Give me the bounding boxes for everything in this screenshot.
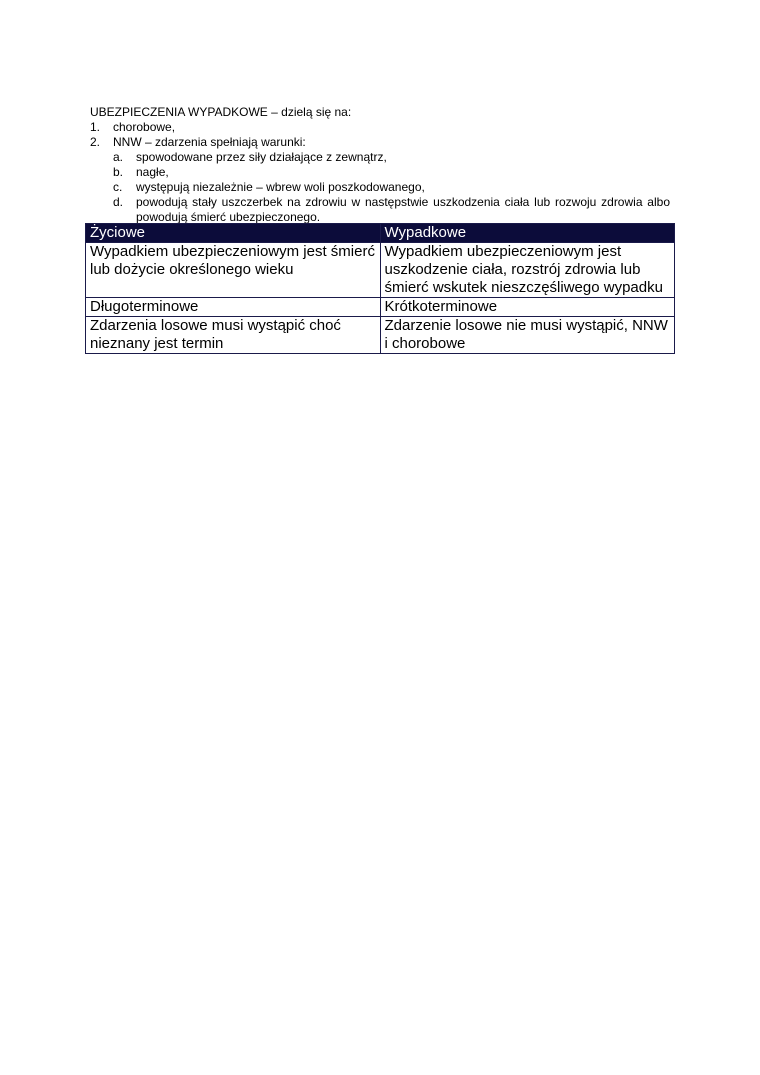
sub-list-item — [113, 165, 670, 180]
table-cell: Długoterminowe — [86, 298, 381, 317]
table-row — [86, 243, 675, 298]
table-row — [86, 298, 675, 317]
sub-list-text: spowodowane przez siły działające z zewnątrz, — [136, 150, 387, 164]
sub-list — [113, 150, 670, 225]
list-number: 1. — [90, 120, 101, 134]
table-cell: Zdarzenia losowe musi wystąpić choć nieznany jest termin — [86, 317, 381, 354]
sub-list-text: występują niezależnie – wbrew woli poszkodowanego, — [136, 180, 425, 194]
sub-list-letter: c. — [113, 180, 123, 194]
header-cell-zyciowe: Życiowe — [86, 224, 381, 243]
list-item — [90, 135, 670, 225]
sub-list-item — [113, 180, 670, 195]
table-cell: Wypadkiem ubezpieczeniowym jest śmierć lub dożycie określonego wieku — [86, 243, 381, 298]
list-text: chorobowe, — [113, 120, 176, 134]
table-header-row — [86, 224, 675, 243]
sub-list-letter: d. — [113, 195, 124, 209]
sub-list-item — [113, 150, 670, 165]
section-heading: UBEZPIECZENIA WYPADKOWE – dzielą się na: — [90, 105, 352, 119]
list-number: 2. — [90, 135, 101, 149]
comparison-table — [85, 223, 675, 354]
table-cell: Zdarzenie losowe nie musi wystąpić, NNW i chorobowe — [380, 317, 675, 354]
sub-list-letter: a. — [113, 150, 124, 164]
sub-list-text: powodują stały uszczerbek na zdrowiu w następstwie uszkodzenia ciała lub rozwoju zdrowia albo powodują śmierć ubezpieczonego. — [136, 195, 670, 224]
sub-list-letter: b. — [113, 165, 124, 179]
header-cell-wypadkowe: Wypadkowe — [380, 224, 675, 243]
document-body — [90, 105, 670, 225]
table-cell: Krótkoterminowe — [380, 298, 675, 317]
sub-list-item — [113, 195, 670, 225]
list-item — [90, 120, 670, 135]
sub-list-text: nagłe, — [136, 165, 169, 179]
list-text: NNW – zdarzenia spełniają warunki: — [113, 135, 306, 149]
table-cell: Wypadkiem ubezpieczeniowym jest uszkodzenie ciała, rozstrój zdrowia lub śmierć wskutek nieszczęśliwego wypadku — [380, 243, 675, 298]
main-list — [90, 120, 670, 225]
table-row — [86, 317, 675, 354]
